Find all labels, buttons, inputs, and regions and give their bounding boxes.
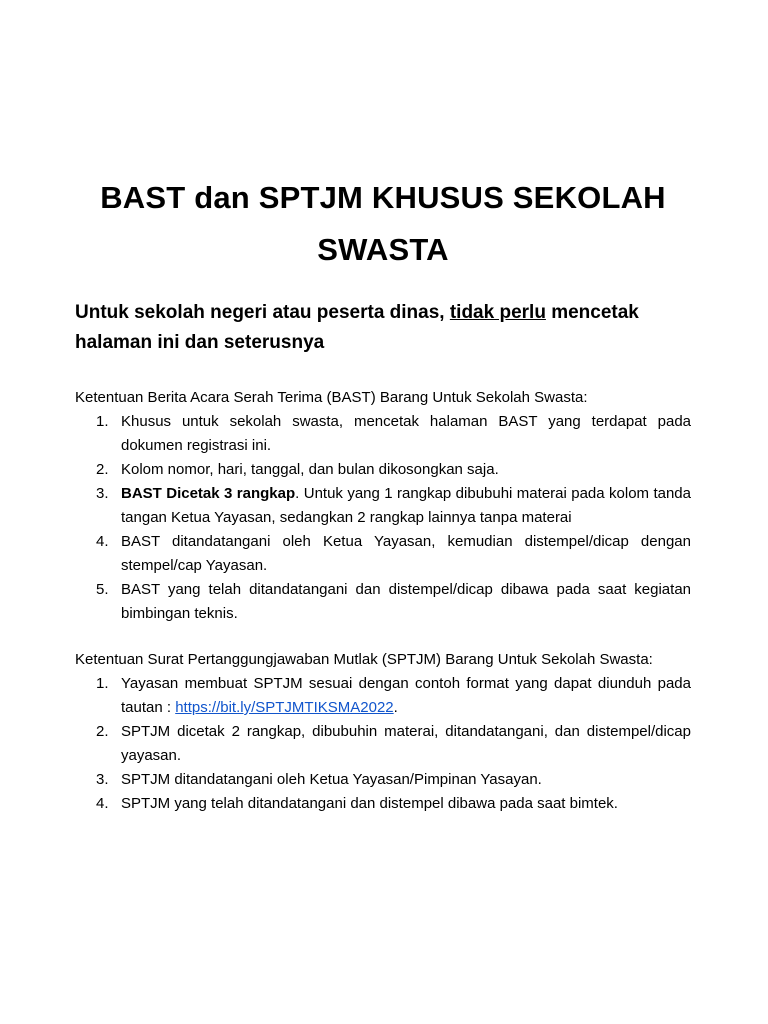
list-item-text-after: . <box>393 699 398 716</box>
list-item <box>75 482 691 530</box>
list-item <box>75 672 691 720</box>
list-item-number: 4. <box>96 795 109 812</box>
bast-list <box>75 410 691 626</box>
list-item <box>75 720 691 768</box>
document-subtitle <box>75 298 691 358</box>
list-item-number: 1. <box>96 675 109 692</box>
list-item-text: . Untuk yang 1 rangkap dibubuhi materai pada kolom tanda tangan Ketua Yayasan, sedangkan 2 rangkap lainnya tanpa materai <box>121 485 691 526</box>
list-item-text: SPTJM dicetak 2 rangkap, dibubuhin materai, ditandatangani, dan distempel/dicap yayasan. <box>121 723 691 764</box>
list-item-text: BAST yang telah ditandatangani dan distempel/dicap dibawa pada saat kegiatan bimbingan teknis. <box>121 581 691 622</box>
sptjm-list <box>75 672 691 816</box>
list-item-text: SPTJM yang telah ditandatangani dan distempel dibawa pada saat bimtek. <box>121 795 618 812</box>
sptjm-heading: Ketentuan Surat Pertanggungjawaban Mutlak (SPTJM) Barang Untuk Sekolah Swasta: <box>75 651 653 668</box>
list-item-number: 3. <box>96 771 109 788</box>
list-item <box>75 792 691 816</box>
list-item-number: 4. <box>96 533 109 550</box>
document-page <box>75 172 691 816</box>
subtitle-text-before: Untuk sekolah negeri atau peserta dinas, <box>75 302 450 323</box>
sptjm-section <box>75 648 691 816</box>
list-item <box>75 768 691 792</box>
list-item-text: BAST ditandatangani oleh Ketua Yayasan, kemudian distempel/dicap dengan stempel/cap Yayasan. <box>121 533 691 574</box>
document-title: BAST dan SPTJM KHUSUS SEKOLAH SWASTA <box>100 180 666 267</box>
sptjm-download-link[interactable]: https://bit.ly/SPTJMTIKSMA2022 <box>175 699 394 716</box>
list-item-text: Kolom nomor, hari, tanggal, dan bulan dikosongkan saja. <box>121 461 499 478</box>
list-item-number: 5. <box>96 581 109 598</box>
subtitle-underlined-text: tidak perlu <box>449 302 546 323</box>
list-item <box>75 458 691 482</box>
bast-section <box>75 386 691 626</box>
list-item-number: 1. <box>96 413 109 430</box>
list-item <box>75 578 691 626</box>
list-item-number: 2. <box>96 461 109 478</box>
bast-heading: Ketentuan Berita Acara Serah Terima (BAST) Barang Untuk Sekolah Swasta: <box>75 389 588 406</box>
list-item-number: 3. <box>96 485 109 502</box>
list-item <box>75 410 691 458</box>
list-item-number: 2. <box>96 723 109 740</box>
subtitle-text-after: mencetak halaman ini dan seterusnya <box>75 302 639 353</box>
list-item <box>75 530 691 578</box>
list-item-text: SPTJM ditandatangani oleh Ketua Yayasan/Pimpinan Yasayan. <box>121 771 542 788</box>
list-item-text: Khusus untuk sekolah swasta, mencetak halaman BAST yang terdapat pada dokumen registrasi ini. <box>121 413 691 454</box>
list-item-bold-text: BAST Dicetak 3 rangkap <box>121 485 296 502</box>
list-item-text: Yayasan membuat SPTJM sesuai dengan contoh format yang dapat diunduh pada tautan : <box>121 675 691 716</box>
